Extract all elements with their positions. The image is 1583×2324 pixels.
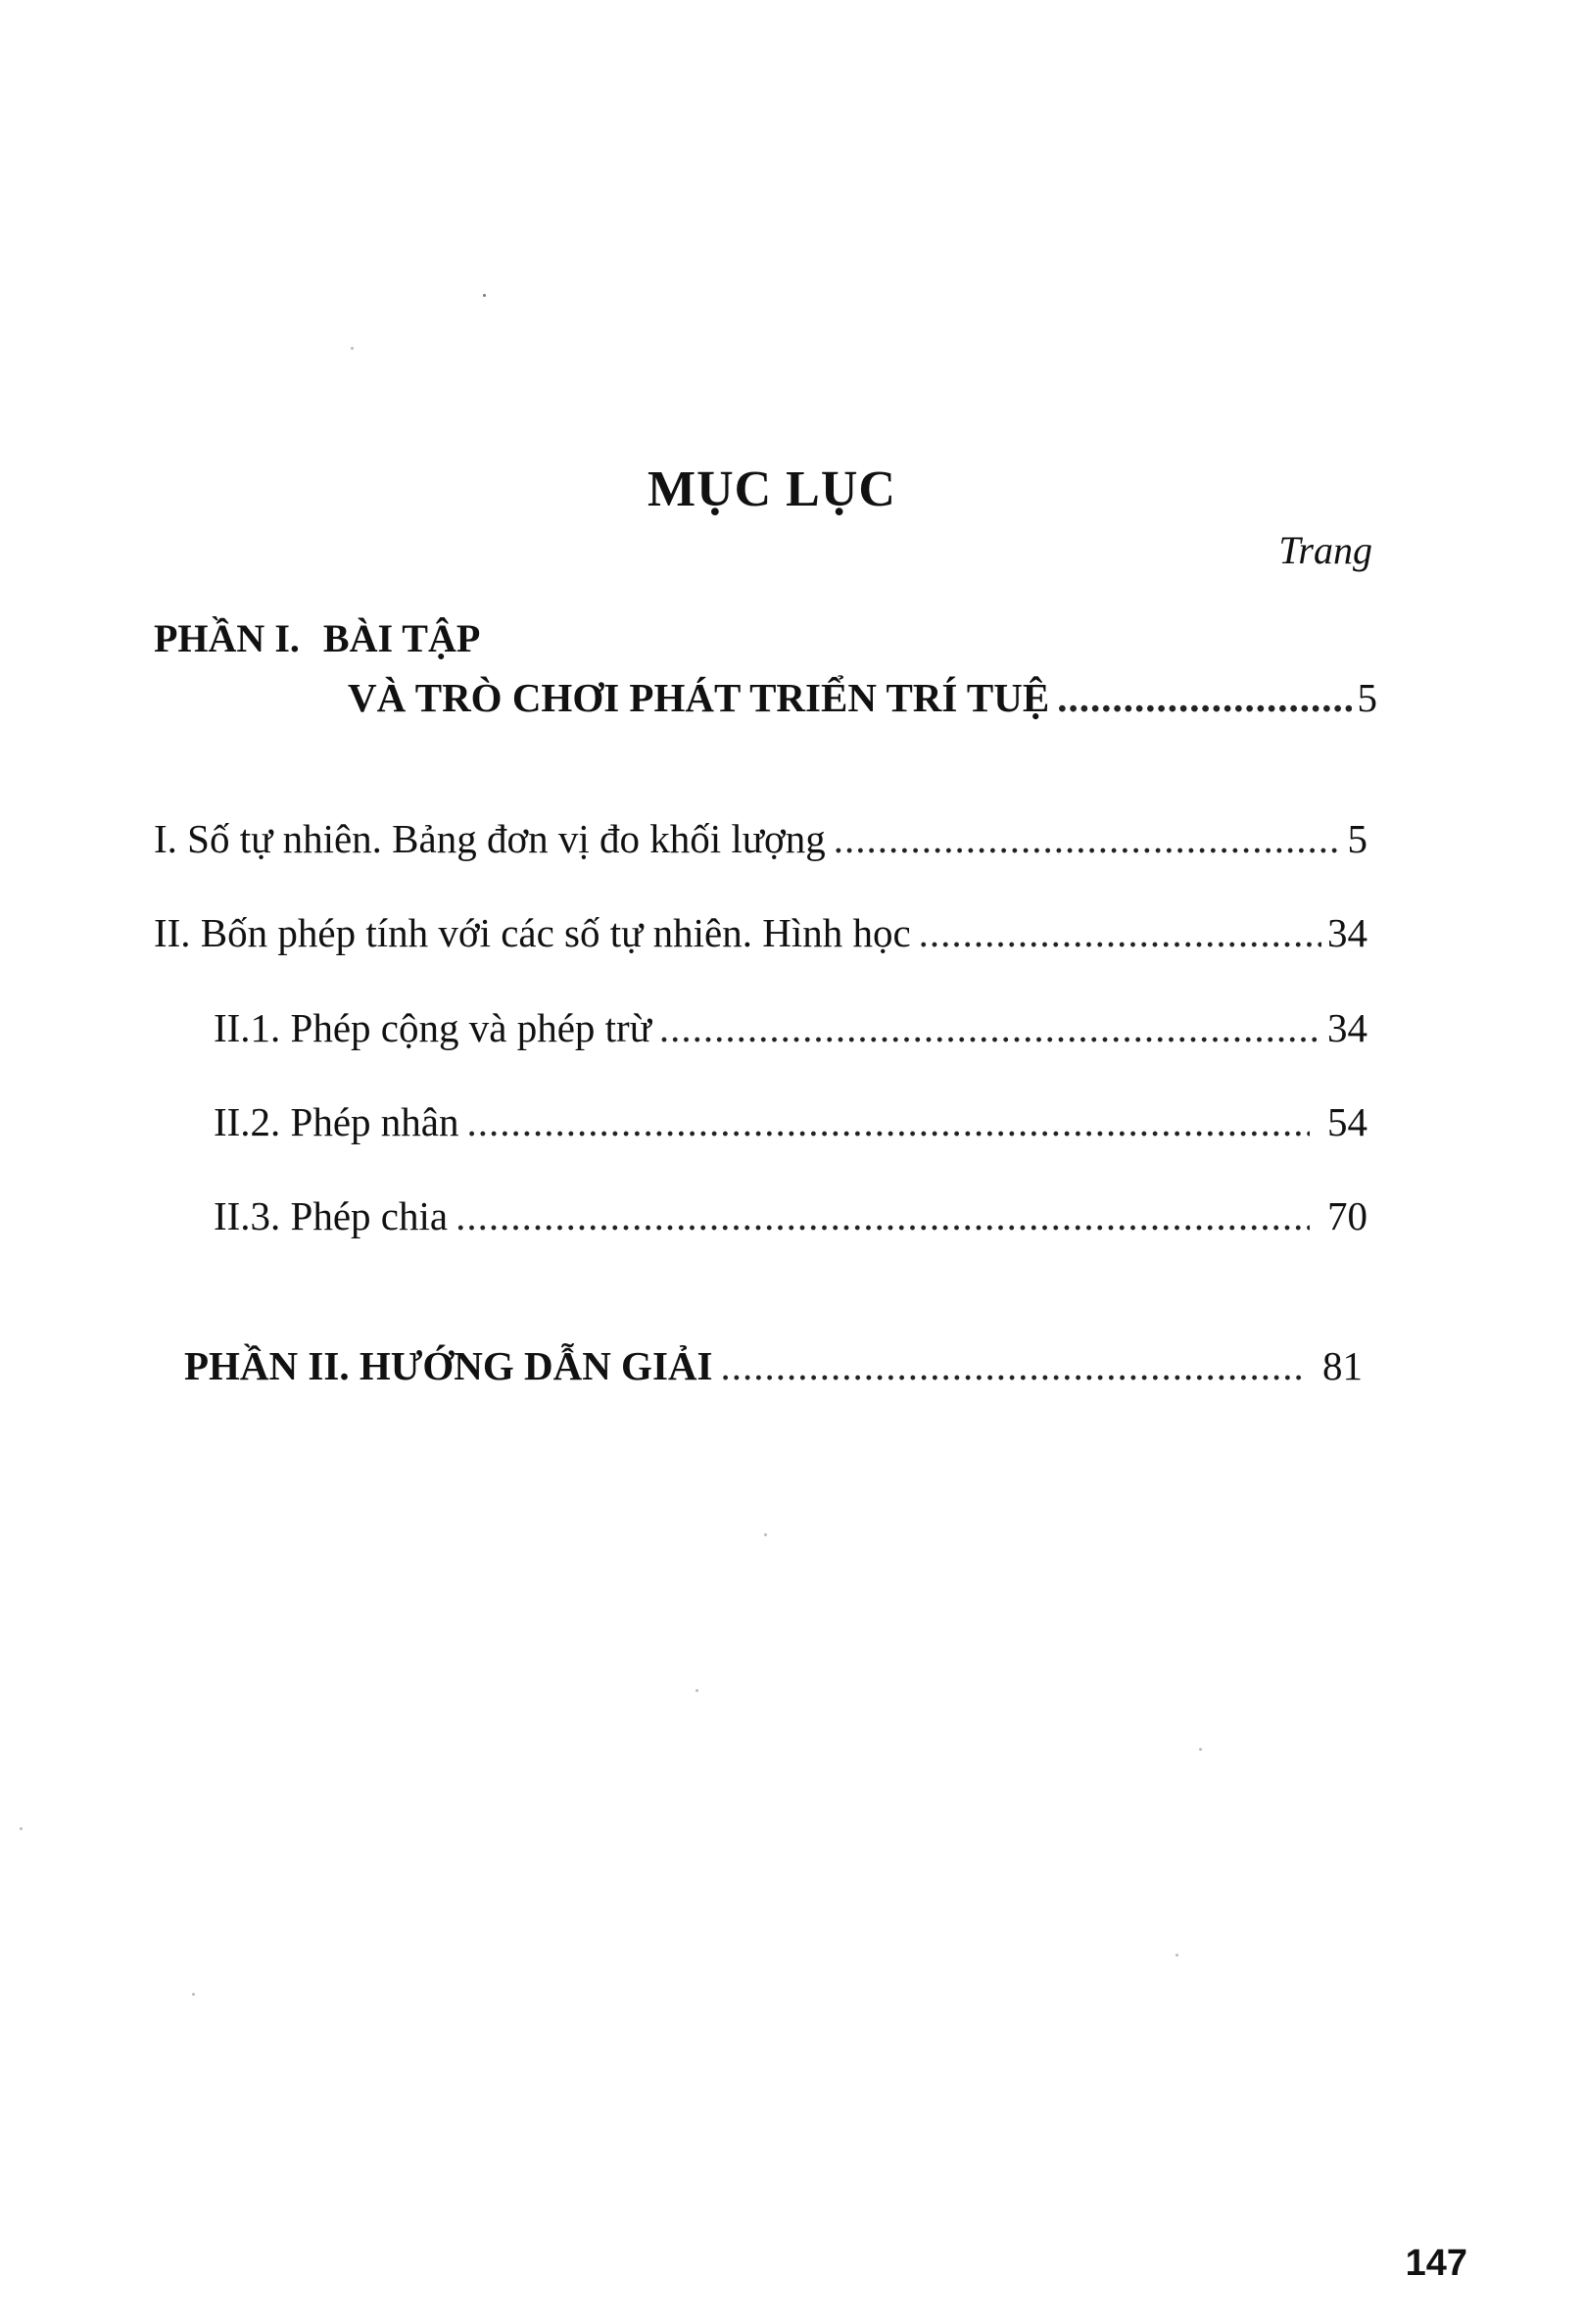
toc-entry-part2[interactable] [184,1342,1363,1397]
page-number: 147 [1405,2243,1467,2284]
scan-speck [20,1827,23,1830]
entry-label: II.3. Phép chia [214,1193,449,1238]
scan-speck [1175,1954,1178,1957]
part1-line1: BÀI TẬP [322,616,481,660]
leader-dots [720,1342,1305,1389]
leader-dots [467,1098,1310,1145]
scan-speck [192,1993,195,1996]
toc-entry-4[interactable] [214,1098,1367,1153]
entry-page: 34 [1327,1005,1367,1050]
entry-page: 5 [1347,816,1367,861]
part1-prefix: PHẦN I. [154,616,300,660]
leader-dots [456,1192,1310,1239]
entry-label: II.2. Phép nhân [214,1099,459,1144]
leader-dots [834,815,1342,862]
scan-speck [696,1689,698,1692]
entry-label: II.1. Phép cộng và phép trừ [214,1005,651,1050]
scan-speck [1199,1748,1202,1751]
scan-speck [351,347,354,350]
scan-speck [483,294,486,297]
toc-entry-5[interactable] [214,1192,1367,1247]
entry-label: II. Bốn phép tính với các số tự nhiên. Hình học [154,910,911,955]
part1-page: 5 [1357,675,1377,720]
toc-entry-part1[interactable] [348,674,1377,729]
part1-line2: VÀ TRÒ CHƠI PHÁT TRIỂN TRÍ TUỆ [348,675,1050,720]
leader-dots [1057,674,1351,721]
toc-title: MỤC LỤC [648,461,896,517]
entry-page: 34 [1327,910,1367,955]
part2-page: 81 [1322,1343,1363,1388]
entry-label: I. Số tự nhiên. Bảng đơn vị đo khối lượng [154,816,826,861]
toc-entry-2[interactable] [154,909,1367,964]
leader-dots [659,1004,1321,1051]
toc-entry-3[interactable] [214,1004,1367,1059]
toc-entry-1[interactable] [154,815,1367,870]
entry-page: 54 [1327,1099,1367,1144]
scan-speck [764,1533,767,1536]
part1-heading [154,615,480,661]
leader-dots [919,909,1321,956]
entry-page: 70 [1327,1193,1367,1238]
part2-label: PHẦN II. HƯỚNG DẪN GIẢI [184,1343,713,1388]
page-column-label: Trang [1278,528,1372,572]
